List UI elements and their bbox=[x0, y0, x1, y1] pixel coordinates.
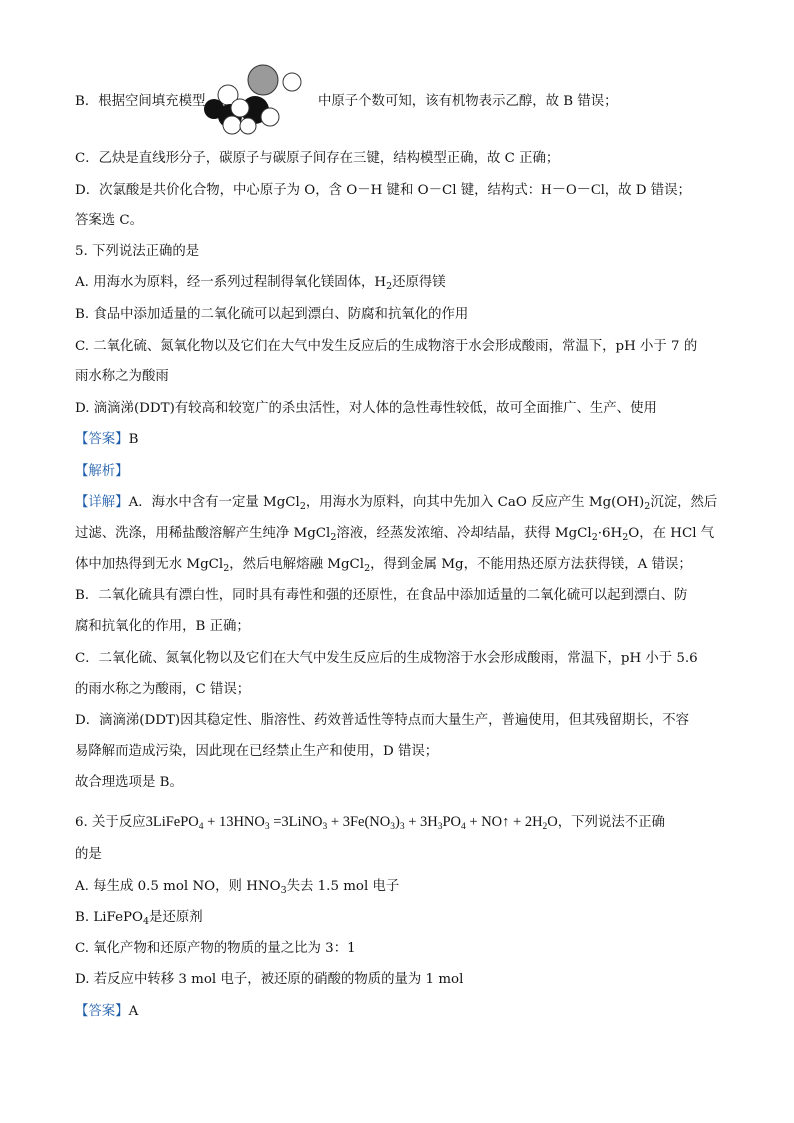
subscript: 2 bbox=[299, 501, 306, 512]
hydrogen-atom bbox=[261, 108, 279, 126]
subscript: 2 bbox=[330, 532, 337, 543]
q4-b-suffix: 中原子个数可知，该有机物表示乙醇，故 B 错误； bbox=[318, 94, 618, 109]
text: ，用海水为原料，向其中先加入 CaO 反应产生 Mg(OH) bbox=[305, 495, 645, 510]
q6-option-b bbox=[75, 909, 203, 928]
q5-option-a bbox=[75, 274, 446, 293]
analysis-tag: 【解析】 bbox=[75, 464, 129, 479]
hydrogen-atom bbox=[240, 118, 256, 134]
q6-option-a bbox=[75, 878, 399, 897]
q5-explanation-c-line2: 的雨水称之为酸雨，C 错误； bbox=[75, 682, 251, 697]
answer-tag: 【答案】 bbox=[75, 432, 129, 447]
text: 过滤、洗涤，用稀盐酸溶解产生纯净 MgCl bbox=[75, 526, 331, 541]
q5-option-d: D. 滴滴涕(DDT)有较高和较宽广的杀虫活性，对人体的急性毒性较低，故可全面推广、生产、使用 bbox=[75, 401, 657, 416]
subscript: 3 bbox=[390, 822, 395, 832]
subscript: 4 bbox=[198, 822, 204, 832]
redox-equation bbox=[146, 814, 558, 830]
hydrogen-atom bbox=[223, 116, 241, 134]
eq-term: =3LiNO bbox=[269, 814, 323, 830]
eq-term: + 13HNO bbox=[203, 814, 265, 830]
hydrogen-atom bbox=[231, 99, 249, 117]
eq-term: + 3H bbox=[404, 814, 438, 830]
subscript: 3 bbox=[280, 885, 287, 896]
text: 体中加热得到无水 MgCl bbox=[75, 557, 224, 572]
subscript: 2 bbox=[223, 563, 230, 574]
q4-option-c-explanation: C．乙炔是直线形分子，碳原子与碳原子间存在三键，结构模型正确，故 C 正确； bbox=[75, 151, 560, 166]
hypochlorous-structural-formula: H－O－Cl bbox=[541, 182, 605, 198]
q5-explanation-a-line2 bbox=[75, 525, 714, 544]
eq-term: ) bbox=[394, 814, 400, 830]
eq-term: O bbox=[547, 814, 558, 830]
q5-explanation-a-line1 bbox=[75, 494, 717, 513]
ethanol-space-filling-model bbox=[200, 60, 312, 138]
q6-stem-suffix: ，下列说法不正确 bbox=[557, 815, 665, 830]
q4-option-b-explanation bbox=[75, 93, 205, 111]
q5-stem: 5. 下列说法正确的是 bbox=[75, 244, 200, 259]
q4-option-d-explanation bbox=[75, 181, 691, 200]
subscript: 3 bbox=[437, 822, 443, 832]
q5-option-c-line1: C. 二氧化硫、氮氧化物以及它们在大气中发生反应后的生成物溶于水会形成酸雨，常温下，pH 小于 7 的 bbox=[75, 339, 698, 354]
q5-conclusion: 故合理选项是 B。 bbox=[75, 775, 183, 790]
text: B. LiFePO bbox=[75, 910, 143, 925]
text: 沉淀，然后 bbox=[650, 495, 718, 510]
subscript: 2 bbox=[644, 501, 651, 512]
text: O，在 HCl 气 bbox=[628, 526, 715, 541]
q6-answer bbox=[75, 1003, 138, 1021]
q6-stem-line2: 的是 bbox=[75, 847, 102, 862]
subscript: 2 bbox=[364, 563, 371, 574]
q5-explanation-b-line2: 腐和抗氧化的作用，B 正确； bbox=[75, 619, 250, 634]
text: ·6H bbox=[597, 526, 623, 541]
q5-explanation-b-line1: B．二氧化硫具有漂白性，同时具有毒性和强的还原性，在食品中添加适量的二氧化硫可以起到漂白、防 bbox=[75, 588, 688, 603]
eq-term: + 3Fe(NO bbox=[327, 814, 391, 830]
text: 溶液，经蒸发浓缩、冷却结晶，获得 MgCl bbox=[336, 526, 592, 541]
eq-term: 3LiFePO bbox=[145, 814, 199, 830]
q6-stem-line1 bbox=[75, 813, 665, 833]
subscript: 4 bbox=[143, 916, 150, 927]
subscript: 3 bbox=[264, 822, 270, 832]
text: ，然后电解熔融 MgCl bbox=[229, 557, 365, 572]
answer-tag: 【答案】 bbox=[75, 1004, 129, 1019]
q5-explanation-d-line2: 易降解而造成污染，因此现在已经禁止生产和使用，D 错误； bbox=[75, 744, 439, 759]
q5-explanation-c-line1: C．二氧化硫、氮氧化物以及它们在大气中发生反应后的生成物溶于水会形成酸雨，常温下，pH 小于 5.6 bbox=[75, 651, 698, 666]
subscript: 2 bbox=[386, 281, 393, 292]
subscript: 4 bbox=[461, 822, 466, 832]
eq-term: + NO↑ + 2H bbox=[465, 814, 543, 830]
q6-stem-prefix: 6. 关于反应 bbox=[75, 815, 146, 830]
q5-option-c-line2: 雨水称之为酸雨 bbox=[75, 369, 169, 384]
q6-option-c: C. 氧化产物和还原产物的物质的量之比为 3：1 bbox=[75, 941, 356, 956]
subscript: 3 bbox=[322, 822, 328, 832]
q4-d-suffix: ，故 D 错误； bbox=[604, 183, 691, 198]
hydrogen-atom bbox=[283, 73, 301, 91]
q4-b-prefix: B．根据空间填充模型 bbox=[75, 94, 206, 109]
text: 失去 1.5 mol 电子 bbox=[286, 879, 400, 894]
text: ，得到金属 Mg，不能用热还原方法获得镁，A 错误； bbox=[370, 557, 692, 572]
text: A. 每生成 0.5 mol NO，则 HNO bbox=[75, 879, 281, 894]
q5-answer bbox=[75, 431, 138, 449]
subscript: 3 bbox=[399, 822, 405, 832]
subscript: 2 bbox=[542, 822, 548, 832]
q5-a-text: A. 用海水为原料，经一系列过程制得氧化镁固体，H bbox=[75, 275, 387, 290]
q5-explanation-a-line3 bbox=[75, 556, 692, 575]
text: 是还原剂 bbox=[149, 910, 203, 925]
q6-option-d: D. 若反应中转移 3 mol 电子，被还原的硝酸的物质的量为 1 mol bbox=[75, 972, 464, 987]
eq-term: PO bbox=[442, 814, 462, 830]
answer-value: B bbox=[128, 432, 139, 447]
subscript: 2 bbox=[591, 532, 598, 543]
q5-option-b: B. 食品中添加适量的二氧化硫可以起到漂白、防腐和抗氧化的作用 bbox=[75, 307, 469, 322]
text: A．海水中含有一定量 MgCl bbox=[128, 495, 300, 510]
detail-tag: 【详解】 bbox=[75, 495, 129, 510]
q4-answer: 答案选 C。 bbox=[75, 213, 144, 228]
q5-analysis-tag bbox=[75, 463, 129, 481]
q4-d-prefix: D．次氯酸是共价化合物，中心原子为 O，含 O－H 键和 O－Cl 键，结构式： bbox=[75, 183, 542, 198]
subscript: 2 bbox=[622, 532, 629, 543]
oxygen-atom bbox=[248, 65, 278, 95]
q5-explanation-d-line1: D．滴滴涕(DDT)因其稳定性、脂溶性、药效普适性等特点而大量生产，普遍使用，但其残留期长，不容 bbox=[75, 713, 689, 728]
answer-value: A bbox=[128, 1004, 139, 1019]
q5-a-text-2: 还原得镁 bbox=[392, 275, 446, 290]
